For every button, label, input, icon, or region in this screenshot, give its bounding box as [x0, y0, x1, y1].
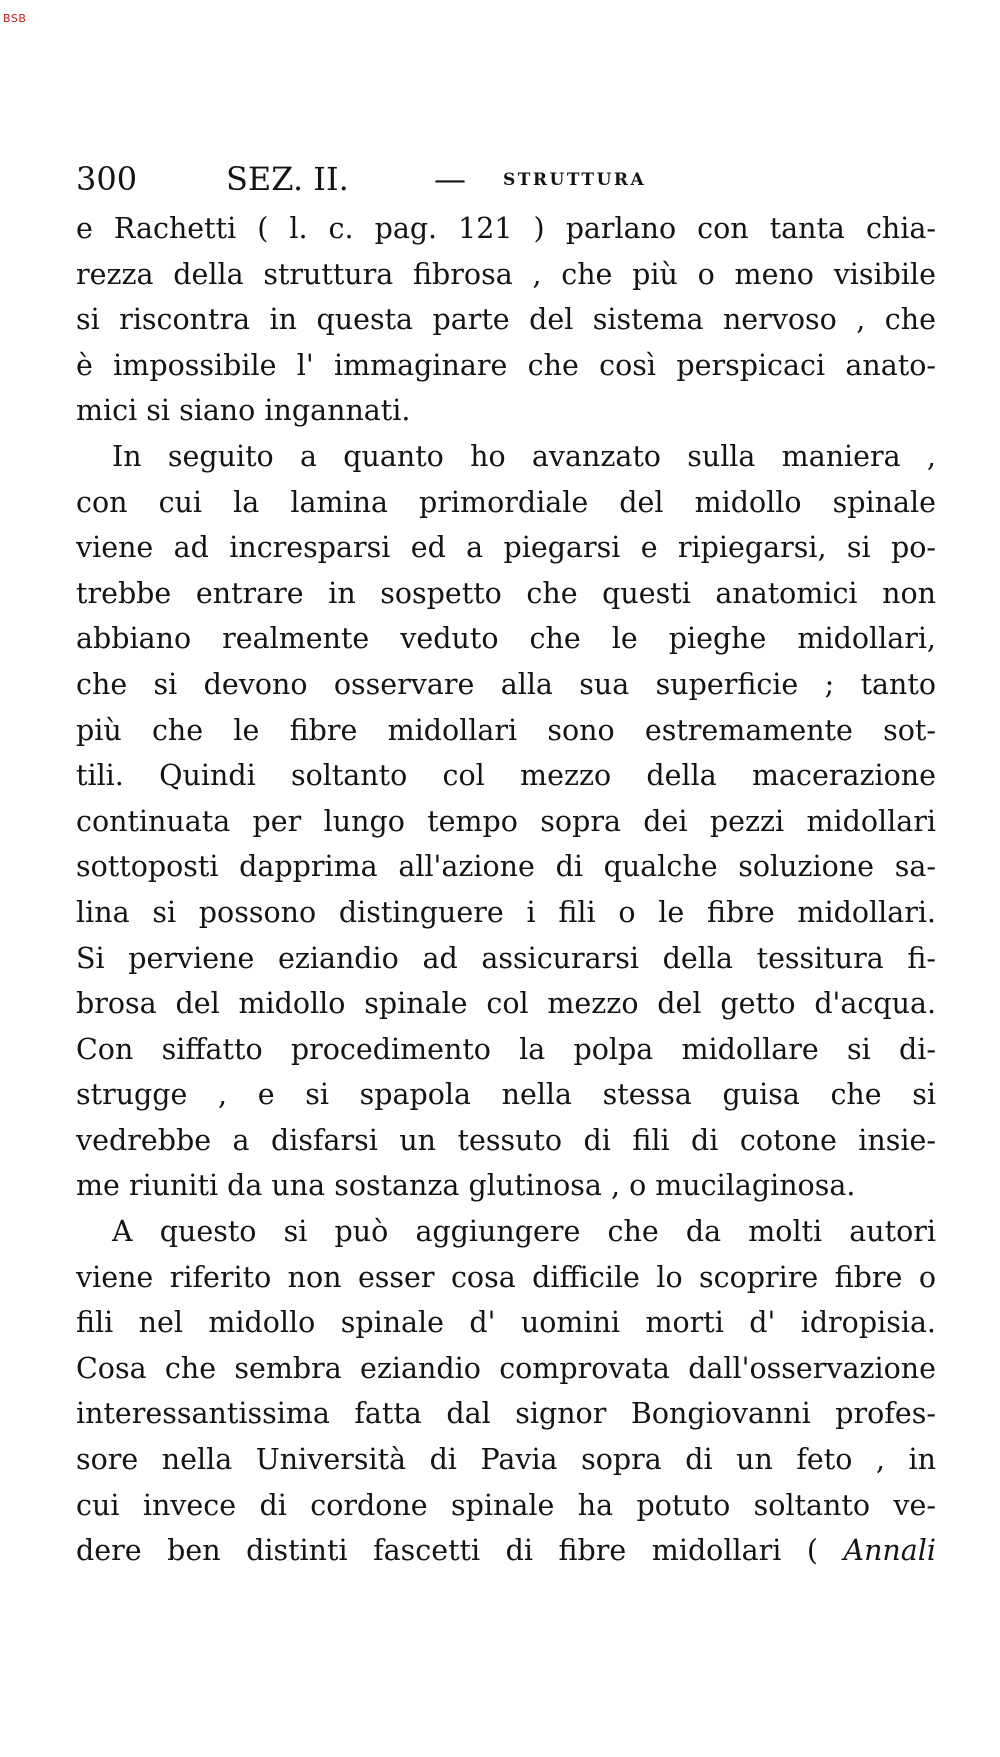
running-title: STRUTTURA: [503, 170, 647, 190]
library-watermark: BSB: [3, 12, 27, 25]
text-line: interessantissima fatta dal signor Bongiovanni profes-: [76, 1397, 936, 1431]
book-page: [76, 160, 936, 1574]
text-body: [76, 206, 936, 1574]
text-line: abbiano realmente veduto che le pieghe midollari,: [76, 622, 936, 656]
text-segment: dere ben distinti fascetti di fibre midollari (: [76, 1534, 818, 1568]
text-line: continuata per lungo tempo sopra dei pezzi midollari: [76, 804, 936, 838]
text-line: rezza della struttura fibrosa , che più o meno visibile: [76, 257, 936, 291]
text-line: tili. Quindi soltanto col mezzo della macerazione: [76, 759, 936, 793]
text-line: con cui la lamina primordiale del midollo spinale: [76, 485, 936, 519]
text-line: sore nella Università di Pavia sopra di un feto , in: [76, 1443, 936, 1477]
text-line: e Rachetti ( l. c. pag. 121 ) parlano con tanta chia-: [76, 212, 936, 245]
text-line: più che le fibre midollari sono estremamente sot-: [76, 713, 936, 747]
section-heading: SEZ. II.: [226, 160, 349, 198]
text-line: brosa del midollo spinale col mezzo del getto d'acqua.: [76, 987, 936, 1021]
text-line: mici si siano ingannati.: [76, 394, 411, 428]
text-line: In seguito a quanto ho avanzato sulla maniera ,: [112, 439, 936, 473]
text-line: sottoposti dapprima all'azione di qualche soluzione sa-: [76, 850, 936, 884]
text-line: trebbe entrare in sospetto che questi anatomici non: [76, 576, 936, 610]
text-line: strugge , e si spapola nella stessa guisa che si: [76, 1078, 936, 1112]
text-line: Si perviene eziandio ad assicurarsi della tessitura fi-: [76, 941, 936, 975]
text-line: [76, 1528, 936, 1574]
text-line: viene ad incresparsi ed a piegarsi e ripiegarsi, si po-: [76, 531, 936, 565]
page-header: [76, 160, 936, 206]
text-line: A questo si può aggiungere che da molti autori: [112, 1215, 936, 1249]
text-line: cui invece di cordone spinale ha potuto soltanto ve-: [76, 1488, 936, 1522]
text-line: lina si possono distinguere i fili o le fibre midollari.: [76, 895, 936, 929]
italic-citation: Annali: [843, 1534, 936, 1568]
text-line: è impossibile l' immaginare che così perspicaci anato-: [76, 348, 936, 382]
header-dash: —: [434, 160, 466, 198]
text-line: Con siffatto procedimento la polpa midollare si di-: [76, 1032, 936, 1066]
text-line: si riscontra in questa parte del sistema nervoso , che: [76, 303, 936, 337]
text-line: fili nel midollo spinale d' uomini morti d' idropisia.: [76, 1306, 936, 1340]
text-line: Cosa che sembra eziandio comprovata dall'osservazione: [76, 1351, 936, 1385]
text-line: che si devono osservare alla sua superficie ; tanto: [76, 667, 936, 701]
text-line: me riuniti da una sostanza glutinosa , o mucilaginosa.: [76, 1169, 856, 1203]
text-line: viene riferito non esser cosa difficile lo scoprire fibre o: [76, 1260, 936, 1294]
page-number: 300: [76, 160, 138, 198]
text-line: vedrebbe a disfarsi un tessuto di fili di cotone insie-: [76, 1123, 936, 1157]
